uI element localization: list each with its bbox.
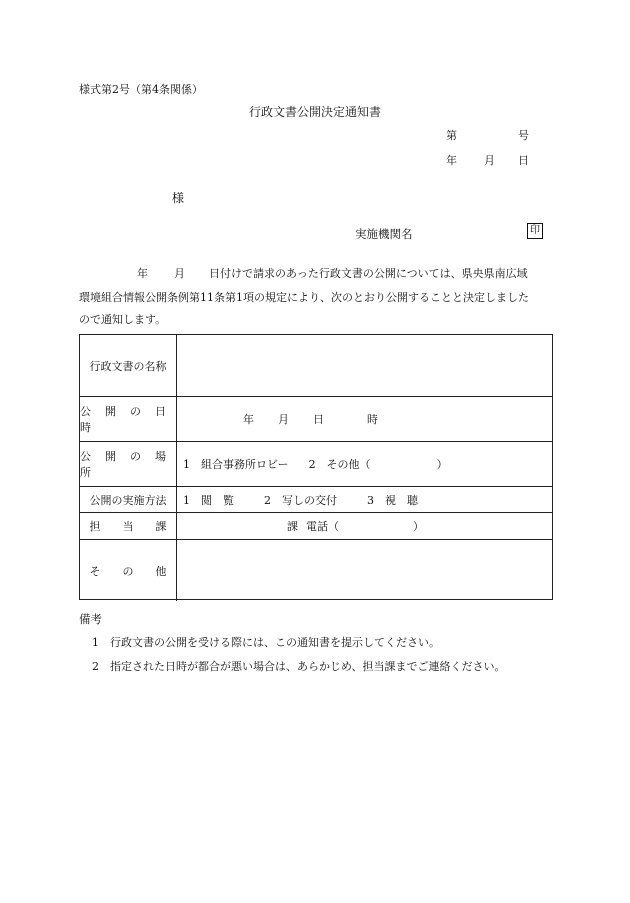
department-ka: 課	[287, 520, 298, 533]
value-datetime	[176, 397, 552, 441]
table-row-other	[80, 540, 552, 601]
date-month: 月	[484, 154, 495, 167]
value-department	[176, 513, 552, 539]
place-option-2: 2 その他（	[308, 458, 371, 471]
addressee-honorific: 様	[172, 191, 185, 205]
table-row-place	[80, 442, 552, 487]
body-month: 月	[174, 267, 185, 280]
body-year: 年	[137, 267, 148, 280]
date-day: 日	[518, 154, 529, 167]
datetime-month: 月	[278, 413, 289, 426]
body-line-1	[137, 265, 528, 281]
value-document-name	[176, 335, 552, 396]
method-option-1: 1 閲 覧	[183, 493, 234, 507]
label-other: その他	[80, 540, 177, 601]
department-phone: 電話（	[306, 520, 339, 533]
place-option-2-close: ）	[436, 458, 448, 471]
remarks-note-2: 2 指定された日時が都合が悪い場合は、あらかじめ、担当課までご連絡ください。	[92, 660, 506, 673]
value-method	[176, 487, 552, 512]
datetime-year: 年	[243, 413, 254, 426]
seal-mark: 印	[527, 223, 543, 239]
body-line-3: ので通知します。	[79, 313, 167, 326]
disclosure-info-table	[79, 334, 553, 600]
label-method: 公開の実施方法	[80, 487, 177, 512]
label-place: 公開の場所	[80, 442, 177, 486]
datetime-hour: 時	[367, 413, 378, 426]
place-option-1: 1 組合事務所ロビー	[183, 458, 289, 471]
department-phone-close: ）	[413, 520, 424, 533]
remarks-note-1: 1 行政文書の公開を受ける際には、この通知書を提示してください。	[92, 636, 440, 649]
date-year: 年	[446, 154, 457, 167]
table-row-datetime	[80, 397, 552, 442]
document-title: 行政文書公開決定通知書	[248, 105, 381, 119]
agency-name-label: 実施機関名	[355, 227, 413, 241]
table-row-document-name	[80, 335, 552, 397]
number-prefix: 第	[446, 129, 457, 142]
label-document-name: 行政文書の名称	[80, 335, 177, 396]
table-row-method	[80, 487, 552, 513]
label-department: 担当課	[80, 513, 177, 539]
value-other	[176, 540, 552, 601]
value-place	[176, 442, 552, 486]
datetime-day: 日	[313, 413, 324, 426]
number-suffix: 号	[518, 129, 529, 142]
form-number: 様式第2号（第4条関係）	[79, 83, 203, 96]
body-line-2: 環境組合情報公開条例第11条第1項の規定により、次のとおり公開することと決定しました	[79, 291, 529, 304]
method-option-2: 2 写しの交付	[264, 493, 337, 507]
table-row-department	[80, 513, 552, 540]
label-datetime: 公開の日時	[80, 397, 177, 441]
method-option-3: 3 視 聴	[367, 493, 418, 507]
remarks-title: 備考	[79, 612, 102, 626]
body-line-1-text: 日付けで請求のあった行政文書の公開については、県央県南広域	[209, 267, 528, 280]
